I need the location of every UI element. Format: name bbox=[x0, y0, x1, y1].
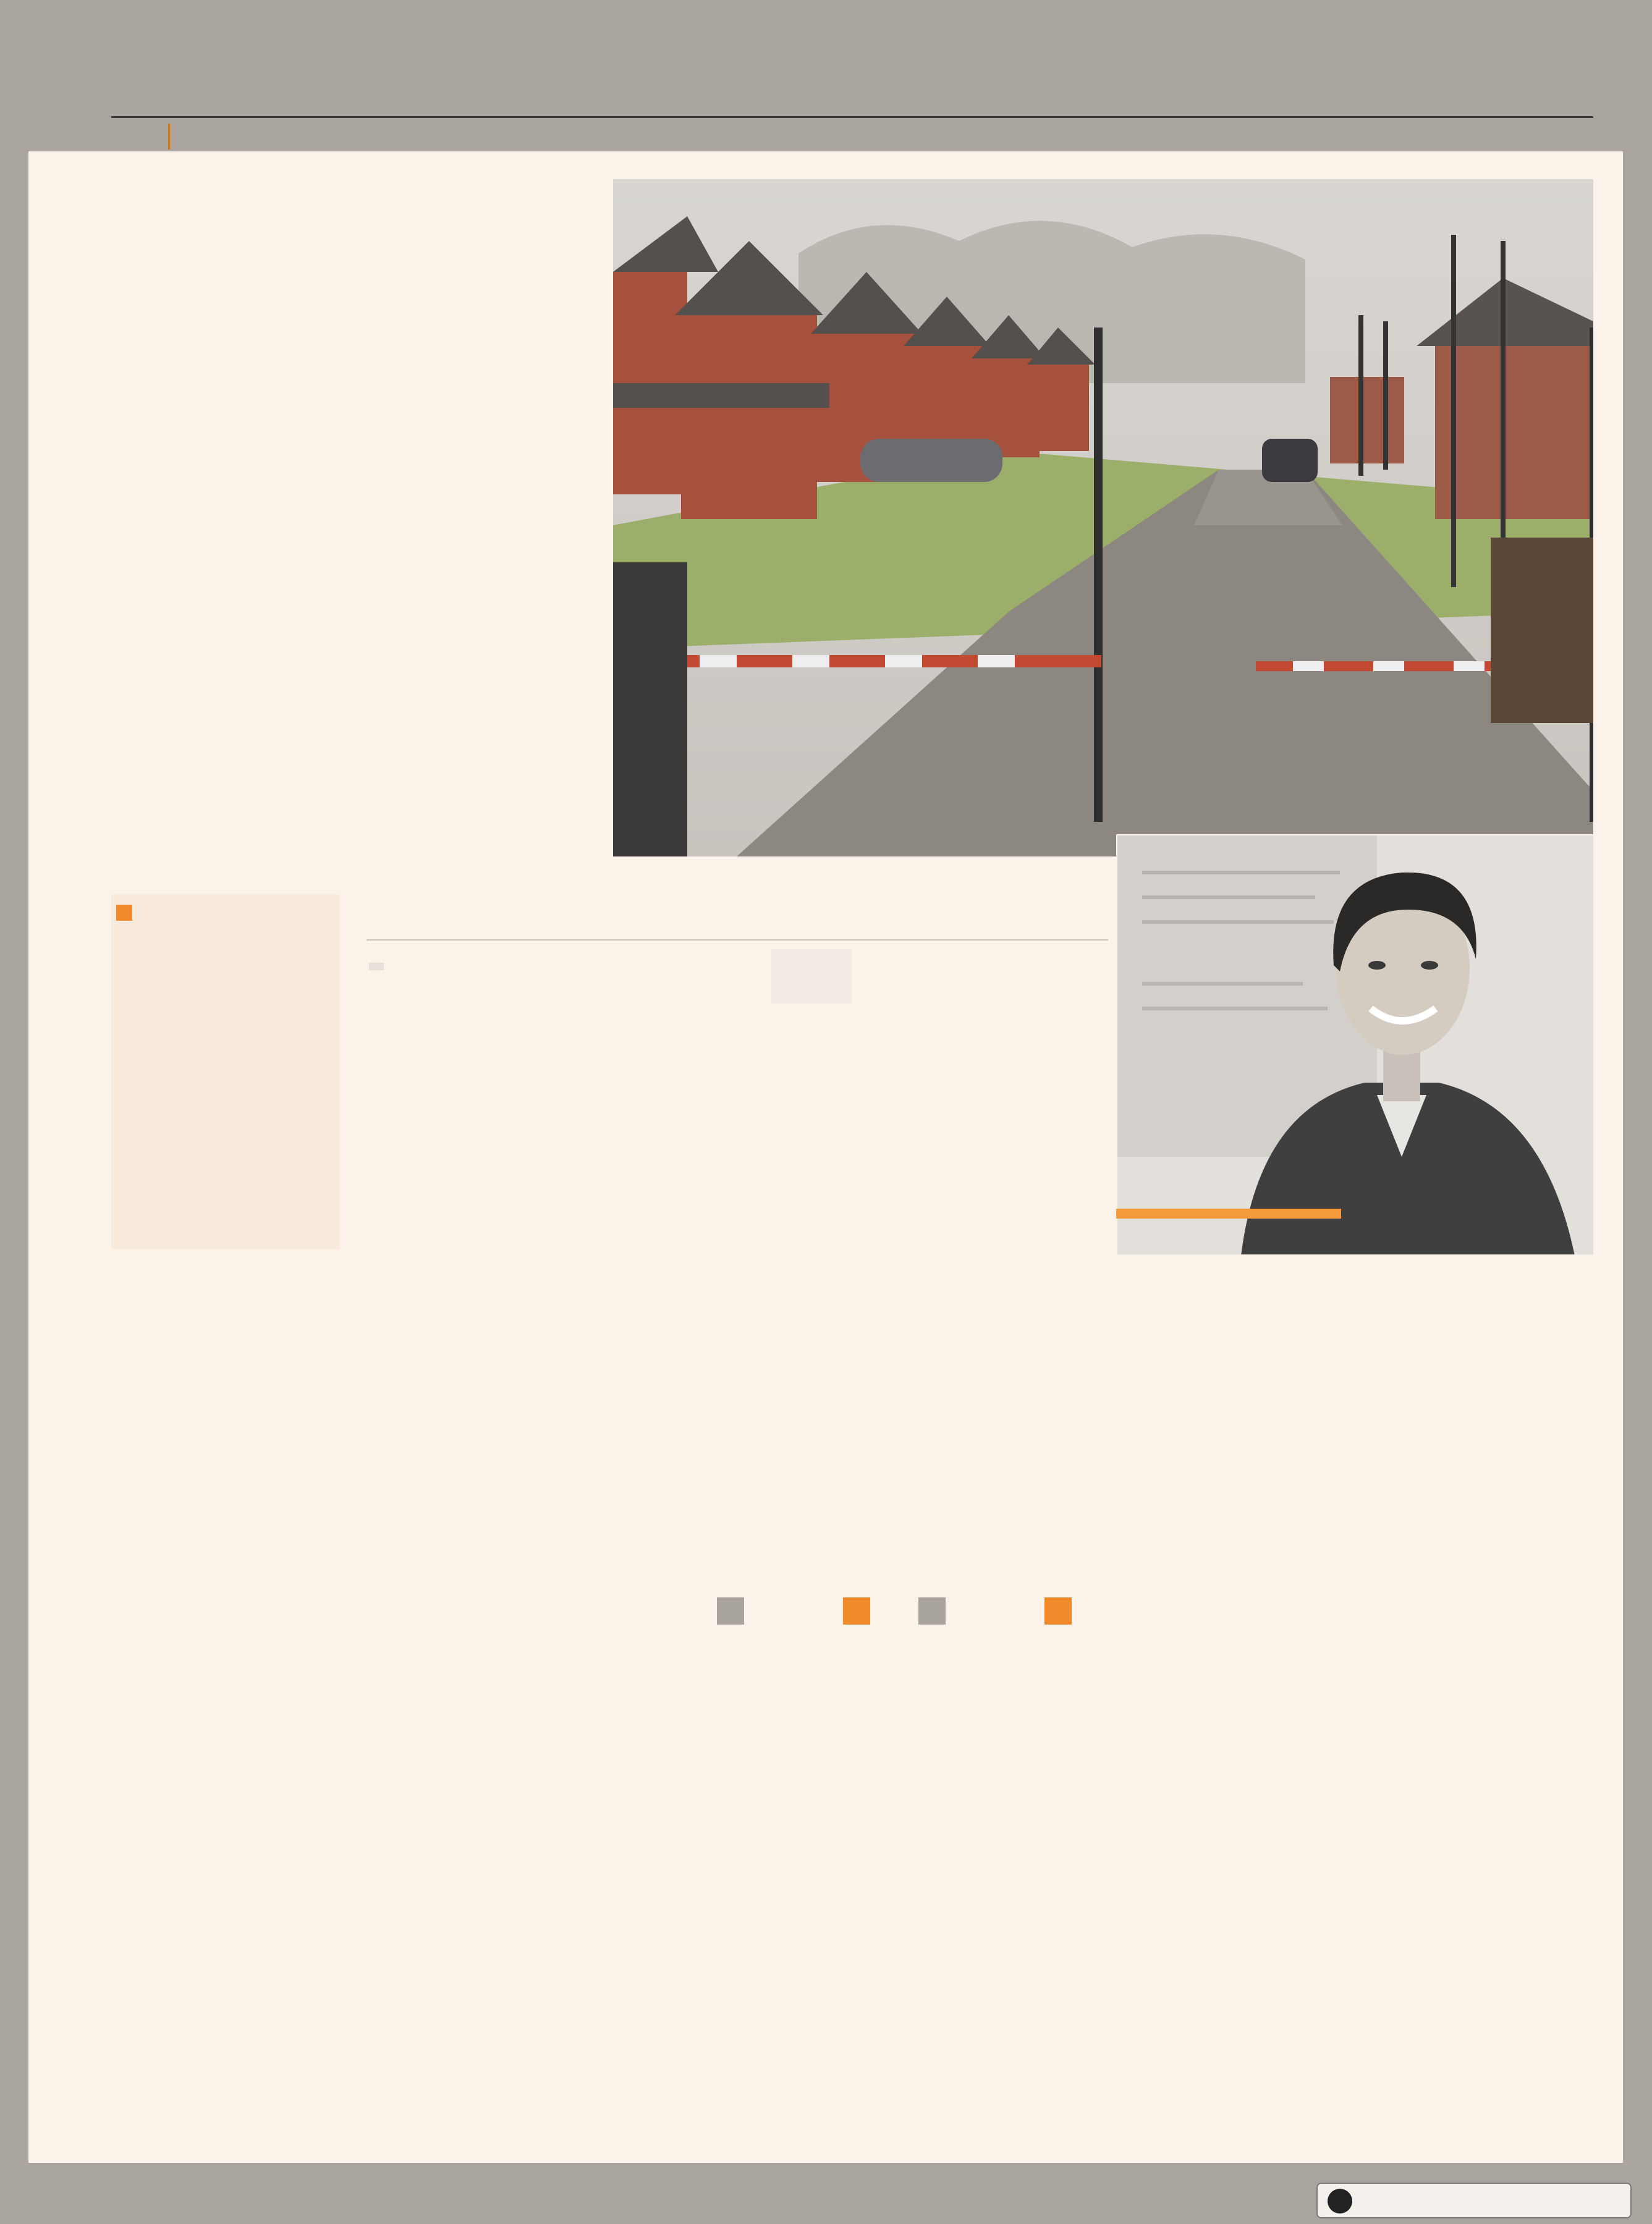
section-divider bbox=[168, 124, 170, 150]
pressreader-icon bbox=[1328, 2189, 1352, 2213]
bullet-square-icon bbox=[116, 905, 132, 921]
photo-caption bbox=[1116, 1209, 1341, 1219]
pull-quote bbox=[111, 894, 340, 1249]
agreement-donut-chart bbox=[349, 952, 856, 1465]
security-bar-chart bbox=[841, 1020, 1119, 1193]
agree-scale-min bbox=[717, 1597, 744, 1625]
page-header bbox=[0, 0, 1652, 151]
secure-scale-min bbox=[918, 1597, 946, 1625]
kenzo-asahi-portrait bbox=[1116, 834, 1593, 1254]
header-rule bbox=[111, 116, 1593, 118]
street-scene-illustration bbox=[613, 179, 1593, 856]
pressreader-badge bbox=[1316, 2183, 1632, 2218]
portrait-illustration bbox=[1117, 835, 1593, 1254]
weighted-agreement-chart bbox=[853, 1261, 1112, 1495]
secure-scale-max bbox=[1044, 1597, 1072, 1625]
infographic-title-rule bbox=[366, 939, 1108, 941]
gated-community-photo bbox=[613, 179, 1593, 856]
agree-scale-max bbox=[843, 1597, 870, 1625]
